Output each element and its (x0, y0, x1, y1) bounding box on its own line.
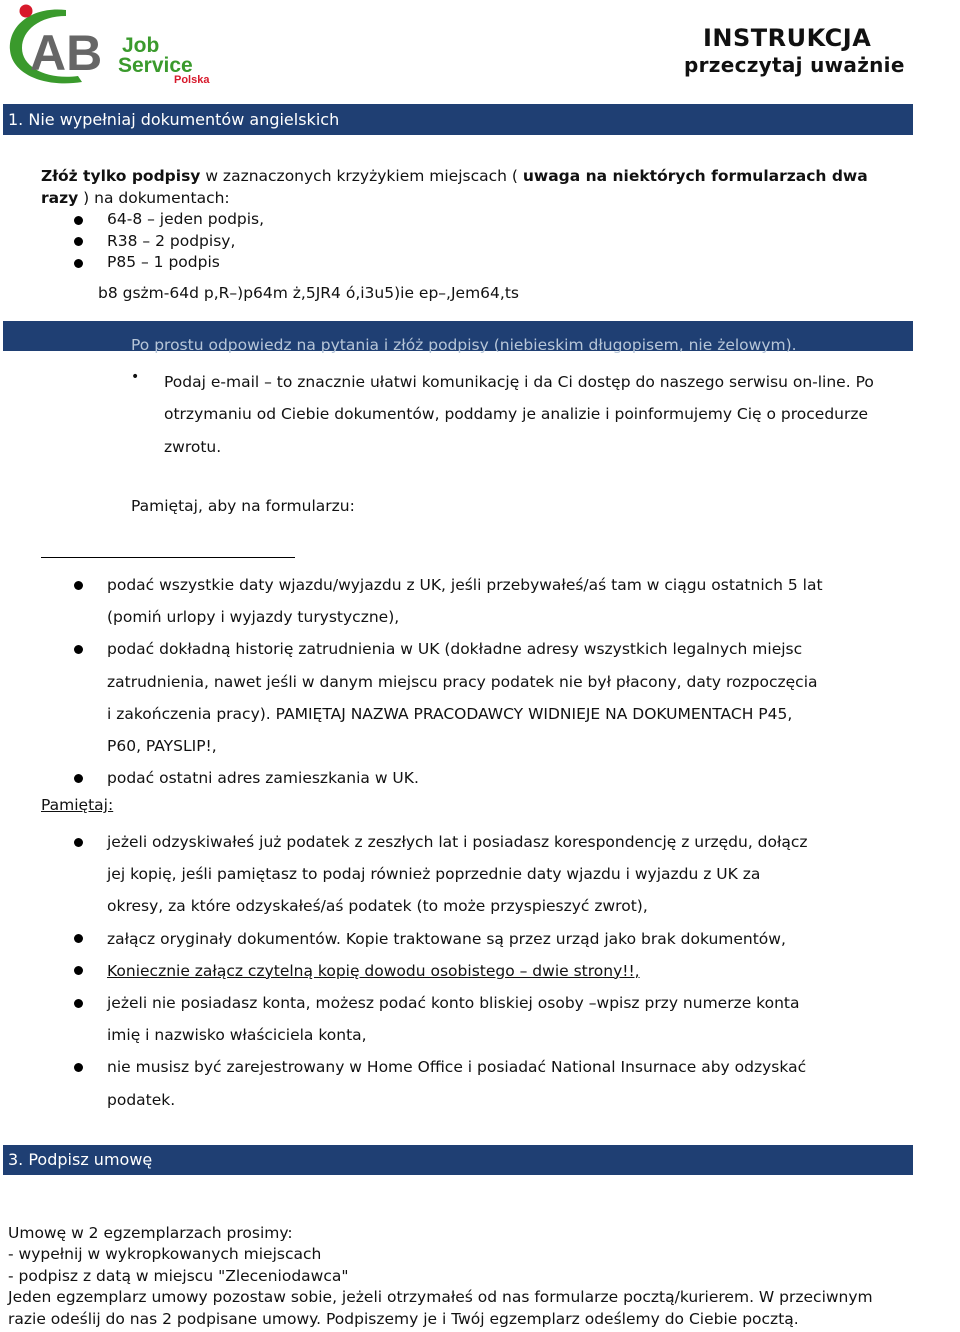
email-instruction (164, 366, 960, 463)
remember-list (70, 826, 920, 1116)
company-logo (4, 2, 219, 88)
bullet-icon (74, 966, 83, 975)
signature-list (70, 209, 264, 274)
intro-plain-2: ) na dokumentach: (78, 188, 230, 207)
section3-heading: 3. Podpisz umowę (3, 1145, 913, 1175)
bullet-icon (74, 259, 83, 268)
page-title: INSTRUKCJA (703, 24, 872, 52)
logo-line2: Service (118, 54, 193, 77)
list-item (70, 252, 264, 274)
remember-heading: Pamiętaj: (41, 796, 114, 814)
contract-line: - podpisz z datą w miejscu "Zleceniodawca" (8, 1266, 349, 1285)
bullet-icon (74, 237, 83, 246)
list-line: (pomiń urlopy i wyjazdy turystyczne), (107, 608, 400, 627)
list-item (70, 955, 920, 987)
list-item-text: 64-8 – jeden podpis, (107, 210, 265, 228)
list-line: imię i nazwisko właściciela konta, (107, 1026, 367, 1045)
remember-form-heading: Pamiętaj, aby na formularzu: (131, 497, 355, 515)
form-requirements-list (70, 569, 920, 794)
list-line: podać dokładną historię zatrudnienia w UK (dokładne adresy wszystkich legalnych miejsc (107, 640, 803, 659)
bullet-icon (74, 774, 83, 783)
page-subtitle: przeczytaj uważnie (684, 53, 905, 77)
intro-bold-2: uwaga na niektórych formularzach dwa razy (41, 167, 868, 207)
bullet-icon (74, 645, 83, 654)
list-line: jeżeli odzyskiwałeś już podatek z zeszłych lat i posiadasz korespondencję z urzędu, dołącz (107, 833, 808, 851)
garbled-line: b8 gsżm-64d p,R–)p64m ż,5JR4 ó,i3u5)ie ep–,Jem64,ts (98, 284, 519, 302)
list-line: podać wszystkie daty wjazdu/wyjazdu z UK, jeśli przebywałeś/aś tam w ciągu ostatnich 5 lat (107, 576, 823, 594)
list-line: podatek. (107, 1090, 176, 1109)
list-item (70, 762, 920, 794)
list-item (70, 987, 920, 1051)
list-line: P60, PAYSLIP!, (107, 737, 217, 756)
list-line: i zakończenia pracy). PAMIĘTAJ NAZWA PRACODAWCY WIDNIEJE NA DOKUMENTACH P45, (107, 704, 793, 723)
list-item-text: P85 – 1 podpis (107, 253, 220, 272)
list-line: zatrudnienia, nawet jeśli w danym miejscu pracy podatek nie był płacony, daty rozpoczęcia (107, 672, 818, 691)
contract-instructions (8, 1223, 953, 1330)
bullet-icon (74, 999, 83, 1008)
list-item (70, 569, 920, 633)
small-bullet-icon: • (131, 369, 140, 385)
overlapped-instruction: Po prostu odpowiedz na pytania i złóż podpisy (niebieskim długopisem, nie żelowym). (131, 336, 797, 354)
list-line: nie musisz być zarejestrowany w Home Office i posiadać National Insurnace aby odzyskać (107, 1058, 807, 1077)
bullet-icon (74, 581, 83, 590)
list-item (70, 209, 264, 231)
email-line-1: Podaj e-mail – to znacznie ułatwi komunikację i da Ci dostęp do naszego serwisu on-line. Po (164, 373, 874, 391)
email-line-3: zwrotu. (164, 437, 222, 456)
list-line: Koniecznie załącz czytelną kopię dowodu osobistego – dwie strony!!, (107, 961, 640, 980)
list-item (70, 1051, 920, 1115)
email-line-2: otrzymaniu od Ciebie dokumentów, poddamy je analizie i poinformujemy Cię o procedurze (164, 405, 869, 424)
bullet-icon (74, 1063, 83, 1072)
section1-intro (41, 166, 901, 209)
list-item-text: R38 – 2 podpisy, (107, 231, 236, 250)
logo-letters: AB (30, 25, 103, 81)
list-line: jej kopię, jeśli pamiętasz to podaj również poprzednie daty wjazdu i wyjazdu z UK za (107, 865, 761, 884)
bullet-icon (74, 838, 83, 847)
contract-line: Umowę w 2 egzemplarzach prosimy: (8, 1224, 293, 1242)
list-line: podać ostatni adres zamieszkania w UK. (107, 769, 419, 788)
logo-line1: Job (122, 34, 160, 57)
list-item (70, 923, 920, 955)
list-item (70, 231, 264, 253)
contract-line: Jeden egzemplarz umowy pozostaw sobie, jeżeli otrzymałeś od nas formularze pocztą/kurierem. W przeciwnym (8, 1288, 873, 1307)
list-line: załącz oryginały dokumentów. Kopie traktowane są przez urząd jako brak dokumentów, (107, 929, 786, 948)
bullet-icon (74, 934, 83, 943)
contract-line: razie odeślij do nas 2 podpisane umowy. Podpiszemy je i Twój egzemplarz odeślemy do Ciebie pocztą. (8, 1309, 799, 1328)
list-item (70, 826, 920, 923)
list-line: jeżeli nie posiadasz konta, możesz podać konto bliskiej osoby –wpisz przy numerze konta (107, 994, 800, 1013)
logo-red-dot (20, 5, 33, 18)
intro-plain-1: w zaznaczonych krzyżykiem miejscach ( (200, 167, 523, 185)
list-line: okresy, za które odzyskałeś/aś podatek (to może przyspieszyć zwrot), (107, 897, 648, 916)
bullet-icon (74, 216, 83, 225)
intro-bold-1: Złóż tylko podpisy (41, 167, 201, 185)
logo-line3: Polska (174, 74, 210, 86)
section1-heading: 1. Nie wypełniaj dokumentów angielskich (3, 104, 913, 135)
list-item (70, 633, 920, 762)
divider (41, 557, 295, 558)
contract-line: - wypełnij w wykropkowanych miejscach (8, 1245, 322, 1264)
